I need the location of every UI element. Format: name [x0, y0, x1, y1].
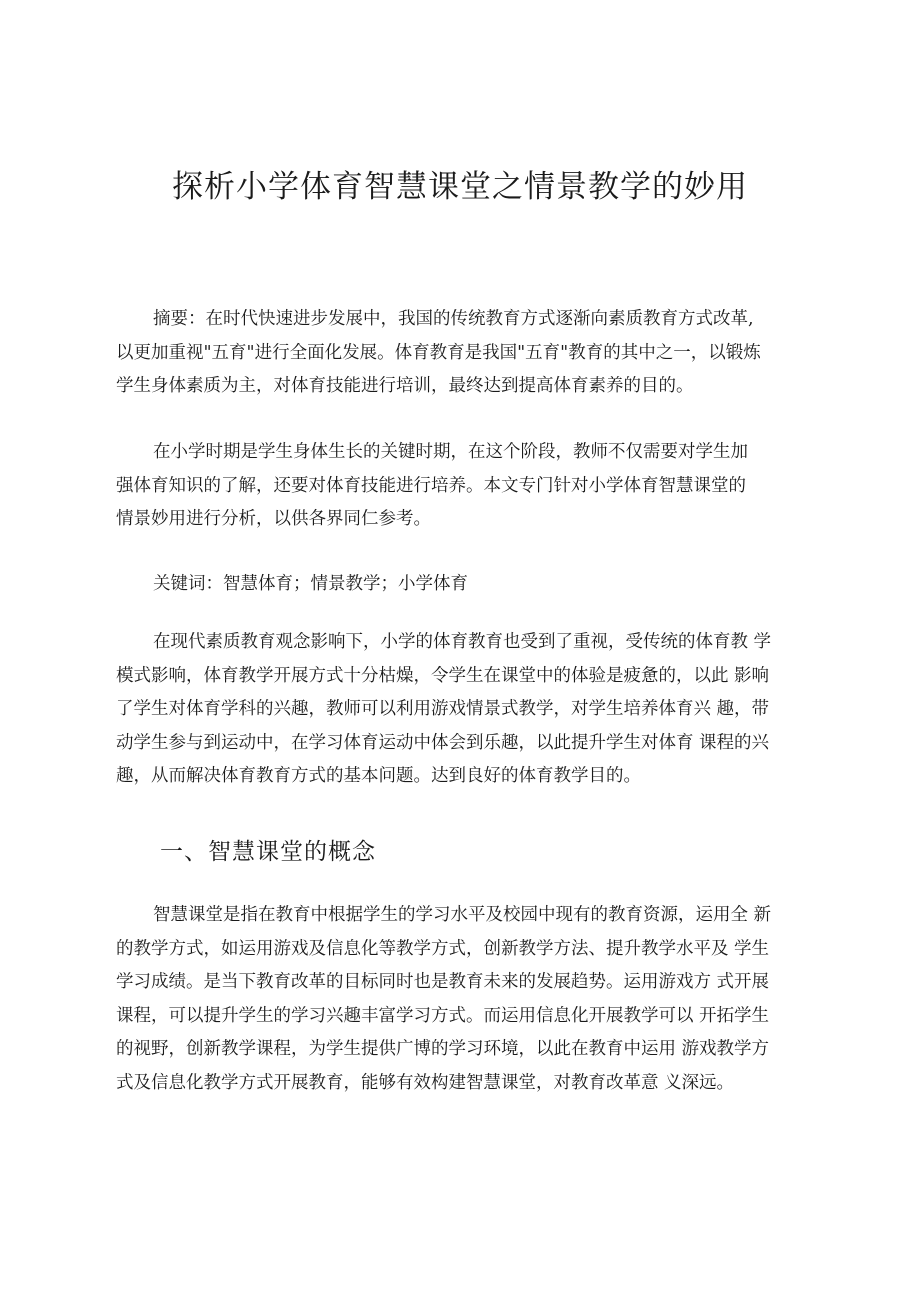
abstract-line: 学生身体素质为主，对体育技能进行培训，最终达到提高体育素养的目的。	[116, 376, 694, 396]
abstract-line: 以更加重视"五育"进行全面化发展。体育教育是我国"五育"教育的其中之一，以锻炼	[116, 342, 761, 363]
abstract-line: 摘要：在时代快速进步发展中，我国的传统教育方式逐渐向素质教育方式改革,	[153, 309, 754, 329]
section1-paragraph	[116, 899, 816, 1100]
intro-line: 了学生对体育学科的兴趣，教师可以利用游戏情景式教学，对学生培养体育兴 趣，带	[116, 699, 770, 719]
abstract-paragraph	[116, 303, 816, 404]
intro-line: 趣，从而解决体育教育方式的基本问题。达到良好的体育教学目的。	[116, 766, 641, 786]
section1-line: 的教学方式，如运用游戏及信息化等教学方式，创新教学方法、提升教学水平及 学生	[116, 938, 770, 959]
context-line: 情景妙用进行分析，以供各界同仁参考。	[116, 509, 431, 529]
section1-line: 智慧课堂是指在教育中根据学生的学习水平及校园中现有的教育资源，运用全 新	[153, 905, 772, 925]
intro-line: 动学生参与到运动中，在学习体育运动中体会到乐趣，以此提升学生对体育 课程的兴	[116, 732, 770, 753]
section1-line: 学习成绩。是当下教育改革的目标同时也是教育未来的发展趋势。运用游戏方 式开展	[116, 972, 770, 992]
keywords-line: 关键词：智慧体育；情景教学；小学体育	[153, 574, 468, 594]
context-line: 在小学时期是学生身体生长的关键时期，在这个阶段，教师不仅需要对学生加	[153, 442, 748, 462]
section-heading: 一、智慧课堂的概念	[160, 839, 376, 865]
section1-line: 的视野，创新教学课程，为学生提供广博的学习环境，以此在教育中运用 游戏教学方	[116, 1039, 770, 1059]
intro-line: 在现代素质教育观念影响下，小学的体育教育也受到了重视，受传统的体育教 学	[153, 632, 772, 652]
intro-paragraph	[116, 626, 816, 794]
context-paragraph	[116, 436, 816, 537]
context-line: 强体育知识的了解，还要对体育技能进行培养。本文专门针对小学体育智慧课堂的	[116, 475, 746, 496]
intro-line: 模式影响，体育教学开展方式十分枯燥，令学生在课堂中的体验是疲惫的，以此 影响	[116, 665, 770, 686]
paper-title: 探析小学体育智慧课堂之情景教学的妙用	[172, 169, 748, 205]
section1-line: 课程，可以提升学生的学习兴趣丰富学习方式。而运用信息化开展教学可以 开拓学生	[116, 1005, 770, 1026]
section1-line: 式及信息化教学方式开展教育，能够有效构建智慧课堂，对教育改革意 义深远。	[116, 1072, 735, 1093]
keywords-paragraph	[116, 568, 816, 602]
